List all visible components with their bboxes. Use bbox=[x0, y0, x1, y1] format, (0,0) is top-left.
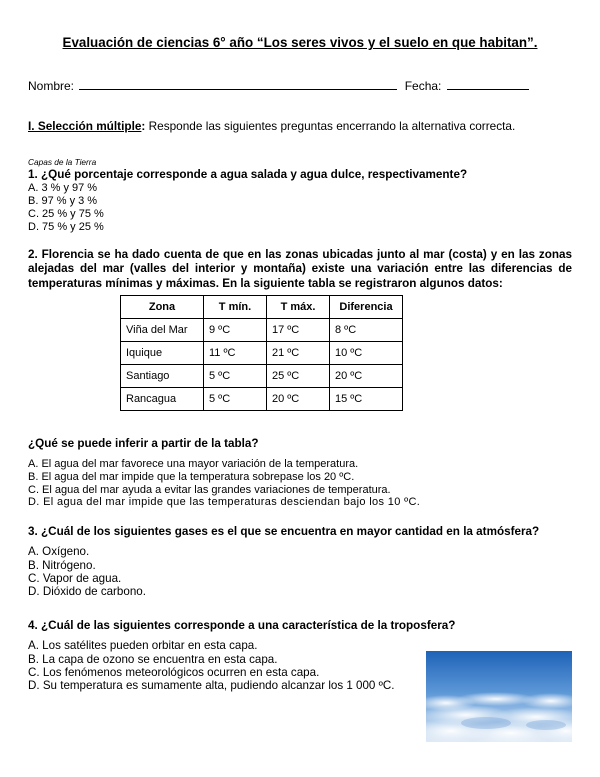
q3-option-d[interactable]: D. Dióxido de carbono. bbox=[28, 585, 146, 598]
table-row bbox=[121, 388, 403, 411]
cell-diferencia: 8 ºC bbox=[330, 319, 403, 342]
cell-diferencia: 15 ºC bbox=[330, 388, 403, 411]
cell-diferencia: 20 ºC bbox=[330, 365, 403, 388]
clouds-image bbox=[426, 651, 572, 742]
col-header-tmax: T máx. bbox=[267, 296, 330, 319]
table-row bbox=[121, 319, 403, 342]
cell-zona: Iquique bbox=[121, 342, 204, 365]
cell-tmin: 9 ºC bbox=[204, 319, 267, 342]
cell-zona: Santiago bbox=[121, 365, 204, 388]
cell-tmax: 21 ºC bbox=[267, 342, 330, 365]
q2-option-a[interactable]: A. El agua del mar favorece una mayor variación de la temperatura. bbox=[28, 458, 359, 470]
page-title: Evaluación de ciencias 6° año “Los seres vivos y el suelo en que habitan”. bbox=[62, 35, 538, 50]
col-header-diferencia: Diferencia bbox=[330, 296, 403, 319]
topic-tag: Capas de la Tierra bbox=[28, 157, 97, 167]
question-1: 1. ¿Qué porcentaje corresponde a agua salada y agua dulce, respectivamente? bbox=[28, 168, 468, 181]
col-header-zona: Zona bbox=[121, 296, 204, 319]
temperature-table bbox=[120, 295, 403, 411]
cell-zona: Rancagua bbox=[121, 388, 204, 411]
cell-tmin: 11 ºC bbox=[204, 342, 267, 365]
cell-tmin: 5 ºC bbox=[204, 388, 267, 411]
question-2-subquestion: ¿Qué se puede inferir a partir de la tabla? bbox=[28, 437, 259, 450]
q1-option-a[interactable]: A. 3 % y 97 % bbox=[28, 182, 98, 194]
table-row bbox=[121, 365, 403, 388]
q1-option-b[interactable]: B. 97 % y 3 % bbox=[28, 195, 98, 207]
cell-tmin: 5 ºC bbox=[204, 365, 267, 388]
q2-option-c[interactable]: C. El agua del mar ayuda a evitar las grandes variaciones de temperatura. bbox=[28, 484, 391, 496]
name-field[interactable] bbox=[79, 78, 397, 90]
q3-option-c[interactable]: C. Vapor de agua. bbox=[28, 572, 122, 585]
table-header-row bbox=[121, 296, 403, 319]
clouds-photo-graphic bbox=[426, 651, 572, 742]
cell-tmax: 17 ºC bbox=[267, 319, 330, 342]
question-3: 3. ¿Cuál de los siguientes gases es el que se encuentra en mayor cantidad en la atmósfera? bbox=[28, 525, 540, 538]
cell-diferencia: 10 ºC bbox=[330, 342, 403, 365]
q4-option-d[interactable]: D. Su temperatura es sumamente alta, pudiendo alcanzar los 1 000 ºC. bbox=[28, 679, 395, 692]
cell-tmax: 25 ºC bbox=[267, 365, 330, 388]
cell-tmax: 20 ºC bbox=[267, 388, 330, 411]
q2-option-b[interactable]: B. El agua del mar impide que la temperatura sobrepase los 20 ºC. bbox=[28, 471, 355, 483]
name-label: Nombre: bbox=[28, 79, 75, 93]
q1-option-d[interactable]: D. 75 % y 25 % bbox=[28, 221, 104, 233]
q3-option-b[interactable]: B. Nitrógeno. bbox=[28, 559, 96, 572]
cell-zona: Viña del Mar bbox=[121, 319, 204, 342]
q2-option-d[interactable]: D. El agua del mar impide que las temperaturas desciendan bajo los 10 ºC. bbox=[28, 496, 421, 508]
q4-option-c[interactable]: C. Los fenómenos meteorológicos ocurren en esta capa. bbox=[28, 666, 320, 679]
section-heading: I. Selección múltiple bbox=[28, 119, 142, 133]
table-row bbox=[121, 342, 403, 365]
name-row bbox=[28, 78, 529, 93]
section-instruction: I. Selección múltiple: Responde las siguientes preguntas encerrando la alternativa correcta. bbox=[28, 119, 516, 133]
instruction-text: Responde las siguientes preguntas encerrando la alternativa correcta. bbox=[148, 119, 516, 133]
q1-option-c[interactable]: C. 25 % y 75 % bbox=[28, 208, 104, 220]
question-2: 2. Florencia se ha dado cuenta de que en las zonas ubicadas junto al mar (costa) y en las zonas alejadas del mar (valles del interior y montaña) existe una variación entre las diferencias de temperaturas mínimas y máximas. En la siguiente tabla se registraron algunos datos: bbox=[28, 248, 572, 290]
col-header-tmin: T mín. bbox=[204, 296, 267, 319]
q4-option-a[interactable]: A. Los satélites pueden orbitar en esta capa. bbox=[28, 639, 258, 652]
date-label: Fecha: bbox=[404, 79, 442, 93]
q3-option-a[interactable]: A. Oxígeno. bbox=[28, 545, 90, 558]
q4-option-b[interactable]: B. La capa de ozono se encuentra en esta capa. bbox=[28, 653, 278, 666]
date-field[interactable] bbox=[447, 78, 529, 90]
question-4: 4. ¿Cuál de las siguientes corresponde a una característica de la troposfera? bbox=[28, 619, 456, 632]
